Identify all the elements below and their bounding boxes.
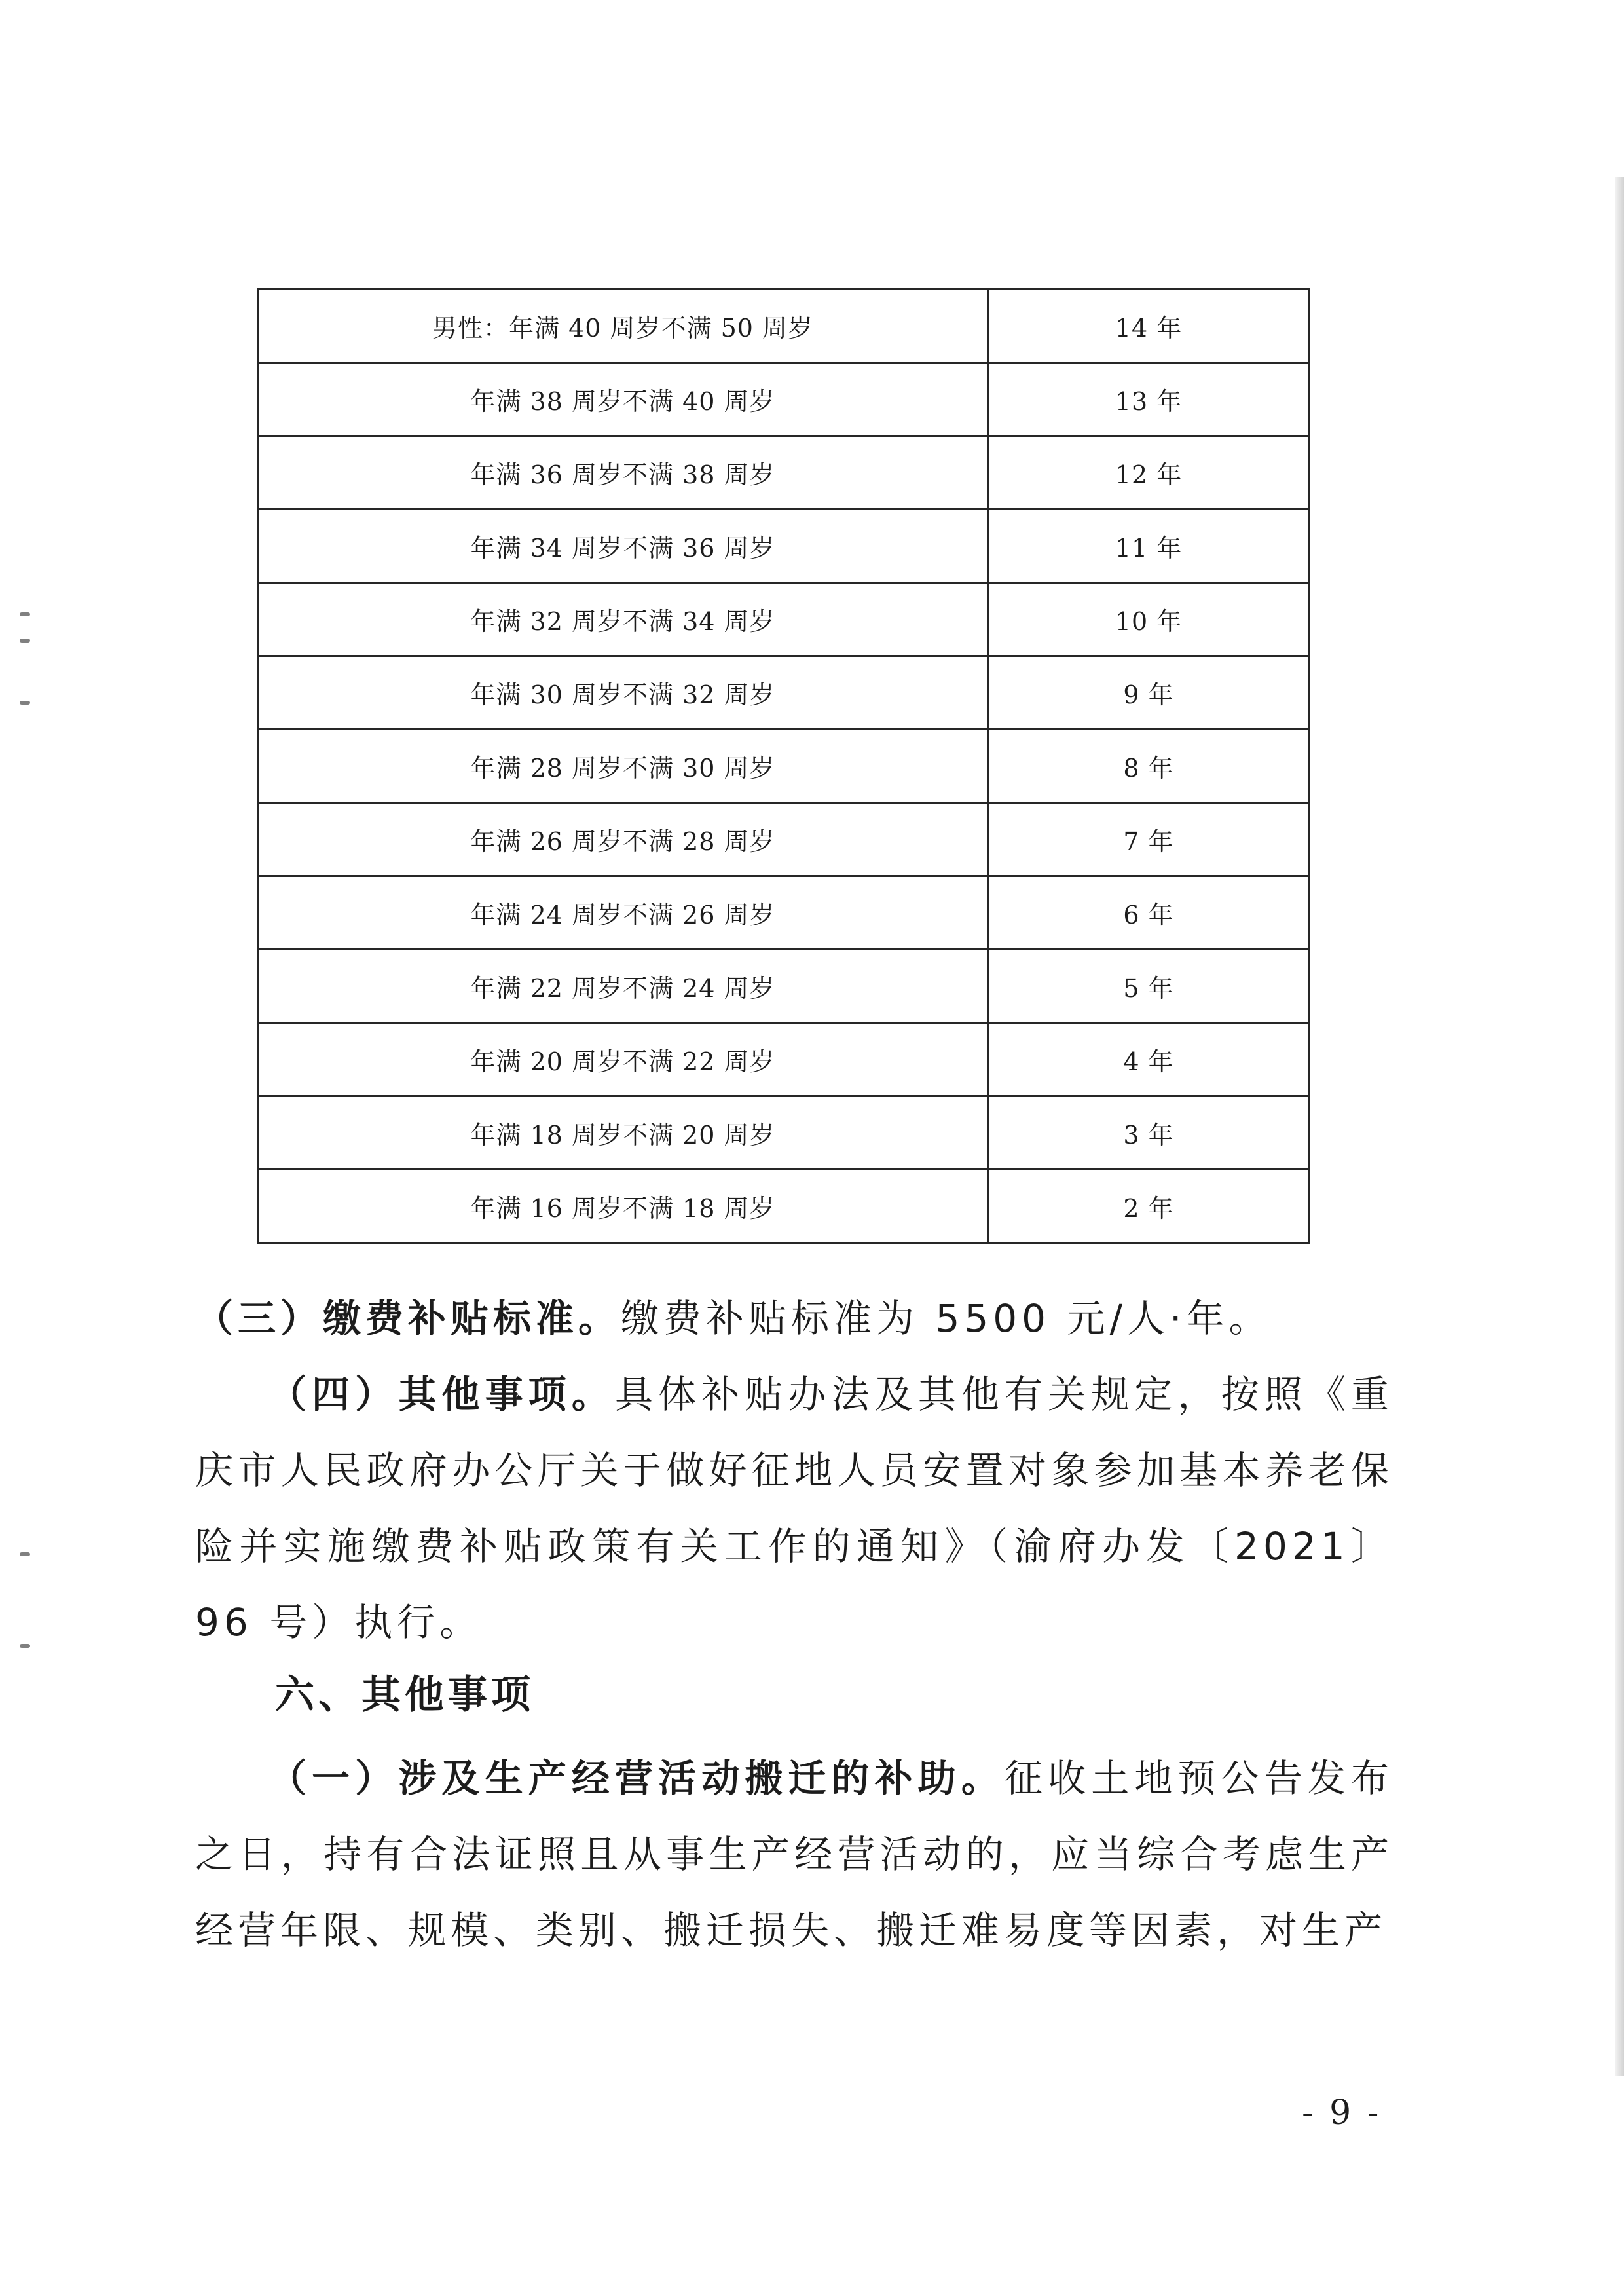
table-body [258,289,1310,1243]
paragraph-lead: （一）涉及生产经营活动搬迁的补助。 [268,1756,1005,1801]
age-range-cell: 年满 32 周岁不满 34 周岁 [258,583,988,656]
years-cell: 13 年 [988,363,1310,436]
paragraph-subsidy-standard [195,1280,1393,1356]
age-range-cell: 年满 16 周岁不满 18 周岁 [258,1170,988,1243]
table-row [258,510,1310,583]
age-range-cell: 年满 28 周岁不满 30 周岁 [258,730,988,803]
years-cell: 5 年 [988,950,1310,1023]
binding-mark [20,1552,30,1556]
years-cell: 14 年 [988,289,1310,363]
page-number: - 9 - [1302,2093,1382,2133]
age-range-cell: 年满 22 周岁不满 24 周岁 [258,950,988,1023]
table-row [258,656,1310,730]
age-range-cell: 年满 24 周岁不满 26 周岁 [258,876,988,950]
age-range-cell: 年满 20 周岁不满 22 周岁 [258,1023,988,1096]
table-row [258,803,1310,876]
years-cell: 8 年 [988,730,1310,803]
years-cell: 7 年 [988,803,1310,876]
paragraph-lead: （三）缴费补贴标准。 [195,1296,621,1341]
age-range-cell: 男性：年满 40 周岁不满 50 周岁 [258,289,988,363]
age-range-cell: 年满 18 周岁不满 20 周岁 [258,1096,988,1170]
scan-edge [1615,177,1624,2076]
age-range-cell: 年满 34 周岁不满 36 周岁 [258,510,988,583]
table-row [258,1170,1310,1243]
age-years-table [257,288,1310,1244]
years-cell: 9 年 [988,656,1310,730]
section-heading: 六、其他事项 [275,1672,534,1718]
table-row [258,1096,1310,1170]
table-row [258,363,1310,436]
binding-mark [20,612,30,616]
years-cell: 4 年 [988,1023,1310,1096]
paragraph-other-matters [195,1356,1393,1660]
age-range-cell: 年满 36 周岁不满 38 周岁 [258,436,988,510]
years-cell: 11 年 [988,510,1310,583]
age-range-cell: 年满 30 周岁不满 32 周岁 [258,656,988,730]
binding-mark [20,639,30,643]
paragraph-body: 缴费补贴标准为 5500 元/人·年。 [621,1296,1272,1341]
age-range-cell: 年满 38 周岁不满 40 周岁 [258,363,988,436]
years-cell: 3 年 [988,1096,1310,1170]
years-cell: 10 年 [988,583,1310,656]
table-row [258,1023,1310,1096]
years-cell: 12 年 [988,436,1310,510]
table-row [258,950,1310,1023]
paragraph-body: 征收土地预公告发布之日，持有合法证照且从事生产经营活动的，应当综合考虑生产经营年限、规模、类别、搬迁损失、搬迁难易度等因素，对生产 [195,1756,1393,1952]
table-row [258,876,1310,950]
table-row [258,289,1310,363]
table-row [258,730,1310,803]
paragraph-lead: （四）其他事项。 [268,1372,615,1417]
years-cell: 6 年 [988,876,1310,950]
binding-mark [20,701,30,705]
table-row [258,436,1310,510]
age-range-cell: 年满 26 周岁不满 28 周岁 [258,803,988,876]
paragraph-body: 具体补贴办法及其他有关规定，按照《重庆市人民政府办公厅关于做好征地人员安置对象参加基本养老保险并实施缴费补贴政策有关工作的通知》（渝府办发〔2021〕96 号）执行。 [195,1372,1393,1645]
years-cell: 2 年 [988,1170,1310,1243]
binding-mark [20,1644,30,1648]
paragraph-relocation-subsidy [195,1740,1393,1968]
table-row [258,583,1310,656]
